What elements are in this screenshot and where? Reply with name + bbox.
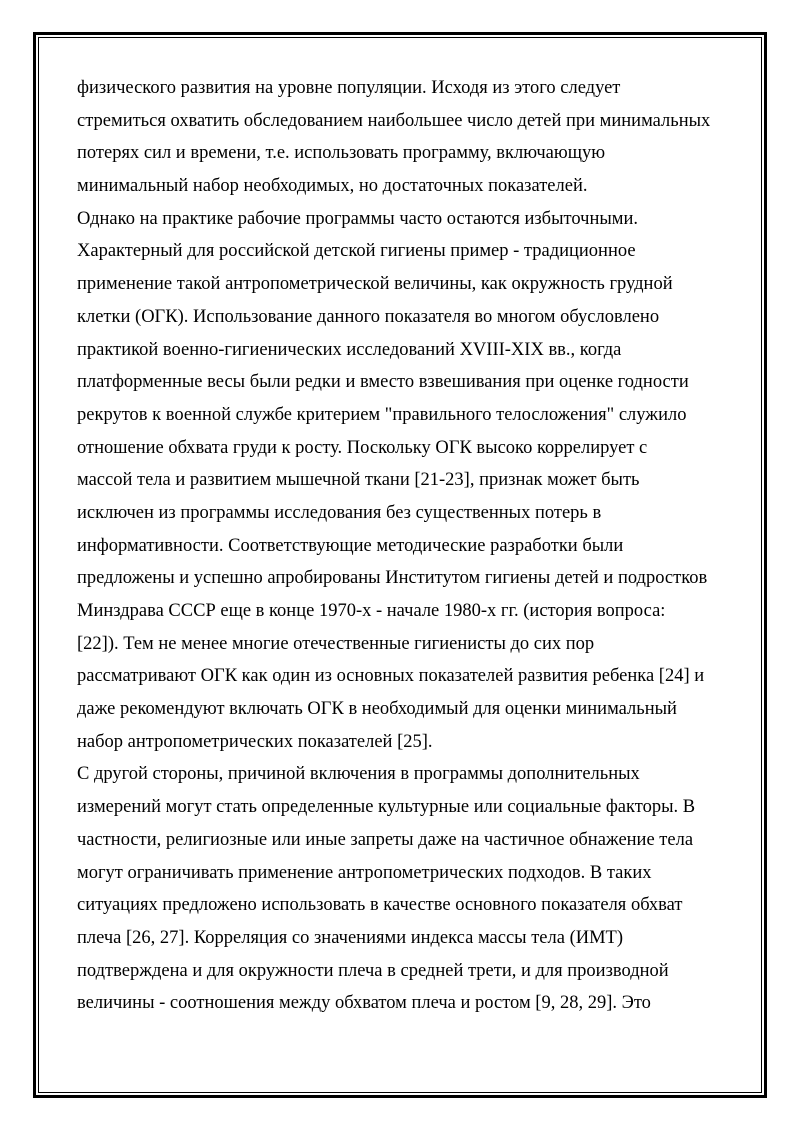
text-line: исключен из программы исследования без существенных потерь в xyxy=(77,502,602,523)
text-line: частности, религиозные или иные запреты даже на частичное обнажение тела xyxy=(77,829,694,850)
text-line: Однако на практике рабочие программы часто остаются избыточными. xyxy=(77,208,639,229)
text-line: информативности. Соответствующие методические разработки были xyxy=(77,535,624,556)
text-line: даже рекомендуют включать ОГК в необходимый для оценки минимальный xyxy=(77,699,677,720)
text-line: [22]). Тем не менее многие отечественные гигиенисты до сих пор xyxy=(77,633,595,654)
text-line: платформенные весы были редки и вместо взвешивания при оценке годности xyxy=(77,372,689,393)
text-line: рекрутов к военной службе критерием "правильного телосложения" служило xyxy=(77,404,687,425)
text-line: С другой стороны, причиной включения в программы дополнительных xyxy=(77,764,640,785)
text-line: плеча [26, 27]. Корреляция со значениями индекса массы тела (ИМТ) xyxy=(77,927,624,948)
text-line: набор антропометрических показателей [25]. xyxy=(77,731,433,752)
text-line: измерений могут стать определенные культурные или социальные факторы. В xyxy=(77,797,696,818)
text-line: стремиться охватить обследованием наибольшее число детей при минимальных xyxy=(77,110,711,131)
text-line: ситуациях предложено использовать в качестве основного показателя обхват xyxy=(77,895,683,916)
text-line: практикой военно-гигиенических исследований XVIII-XIX вв., когда xyxy=(77,339,622,360)
text-line: величины - соотношения между обхватом плеча и ростом [9, 28, 29]. Это xyxy=(77,993,651,1014)
text-line: подтверждена и для окружности плеча в средней трети, и для производной xyxy=(77,960,669,981)
text-line: физического развития на уровне популяции. Исходя из этого следует xyxy=(77,78,621,98)
text-line: Характерный для российской детской гигиены пример - традиционное xyxy=(77,241,636,262)
text-line: массой тела и развитием мышечной ткани [21-23], признак может быть xyxy=(77,470,640,491)
text-line: могут ограничивать применение антропометрических подходов. В таких xyxy=(77,862,652,883)
text-line: предложены и успешно апробированы Институтом гигиены детей и подростков xyxy=(77,568,708,589)
document-body xyxy=(77,72,727,1020)
text-line: потерях сил и времени, т.е. использовать программу, включающую xyxy=(77,143,606,164)
text-line: минимальный набор необходимых, но достаточных показателей. xyxy=(77,176,588,197)
text-line: Минздрава СССР еще в конце 1970-х - начале 1980-х гг. (история вопроса: xyxy=(77,601,666,621)
text-line: отношение обхвата груди к росту. Поскольку ОГК высоко коррелирует с xyxy=(77,437,648,458)
text-line: применение такой антропометрической величины, как окружность грудной xyxy=(77,274,673,295)
text-line: клетки (ОГК). Использование данного показателя во многом обусловлено xyxy=(77,306,660,327)
text-line: рассматривают ОГК как один из основных показателей развития ребенка [24] и xyxy=(77,666,705,687)
